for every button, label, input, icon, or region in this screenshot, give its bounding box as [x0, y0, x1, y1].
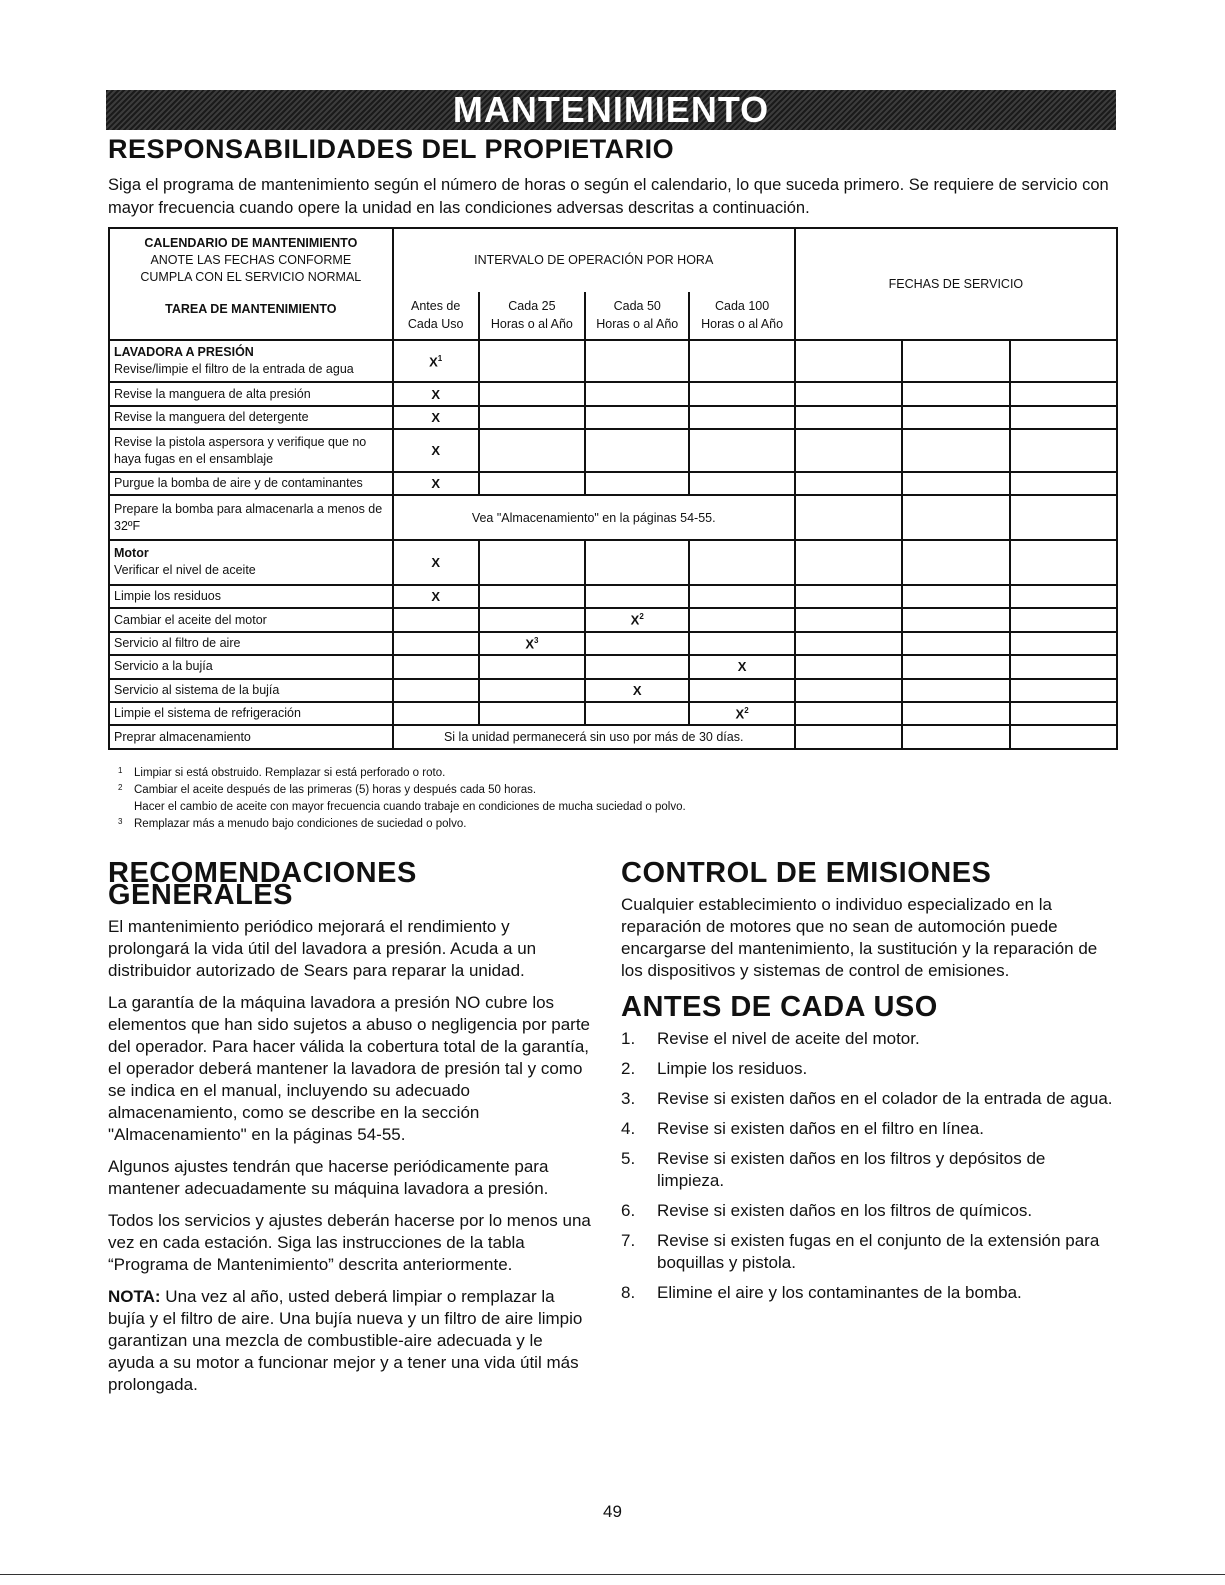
table-row: Revise la manguera de alta presión X	[109, 382, 1117, 405]
table-row: Preprar almacenamiento Si la unidad permanecerá sin uso por más de 30 días.	[109, 725, 1117, 749]
general-recommendations	[108, 857, 593, 1406]
footnote-3: 3 Remplazar más a menudo bajo condiciones de suciedad o polvo.	[118, 817, 467, 830]
calendar-header-cell	[109, 228, 393, 340]
maintenance-schedule-table	[108, 227, 1118, 750]
list-item: 6. Revise si existen daños en los filtros de químicos.	[621, 1201, 1033, 1220]
list-item: 8. Elimine el aire y los contaminantes de la bomba.	[621, 1283, 1022, 1302]
general-title: RECOMENDACIONES GENERALES	[108, 857, 417, 911]
table-row: Purgue la bomba de aire y de contaminantes X	[109, 472, 1117, 495]
table-row: Servicio al sistema de la bujía X	[109, 679, 1117, 702]
before-use-steps	[621, 1028, 1116, 1304]
list-item: 4. Revise si existen daños en el filtro en línea.	[621, 1119, 984, 1138]
emissions-title: CONTROL DE EMISIONES	[621, 857, 992, 889]
general-p4: Todos los servicios y ajustes deberán hacerse por lo menos una vez en cada estación. Siga las instrucciones de la tabla “Programa de Mantenimiento” descrita anteriormente.	[108, 1211, 591, 1274]
list-item: 2. Limpie los residuos.	[621, 1059, 808, 1078]
general-p3: Algunos ajustes tendrán que hacerse periódicamente para mantener adecuadamente su máquina lavadora a presión.	[108, 1157, 549, 1198]
interval-header: INTERVALO DE OPERACIÓN POR HORA	[393, 228, 795, 292]
before-use-title: ANTES DE CADA USO	[621, 991, 938, 1023]
table-row: LAVADORA A PRESIÓN Revise/limpie el filtro de la entrada de agua $X^1$	[109, 340, 1117, 383]
page-heading: RESPONSABILIDADES DEL PROPIETARIO	[108, 134, 675, 164]
calendar-title: CALENDARIO DE MANTENIMIENTO	[144, 236, 358, 250]
col-before-each-use: Antes de Cada Uso	[393, 292, 479, 340]
table-row: Revise la manguera del detergente X	[109, 406, 1117, 429]
page-number: 49	[603, 1502, 622, 1521]
list-item: 5. Revise si existen daños en los filtros y depósitos de limpieza.	[621, 1149, 1046, 1190]
table-row: Servicio a la bujía X	[109, 655, 1117, 678]
calendar-line-1: ANOTE LAS FECHAS CONFORME	[150, 253, 352, 267]
footnotes	[118, 765, 686, 833]
calendar-line-2: CUMPLA CON EL SERVICIO NORMAL	[140, 270, 362, 284]
intro-paragraph: Siga el programa de mantenimiento según el número de horas o según el calendario, lo que suceda primero. Se requiere de servicio con mayor frecuencia cuando opere la unidad en las condiciones adversas descritas a continuación.	[108, 176, 1109, 217]
table-row: Limpie los residuos X	[109, 585, 1117, 608]
table-row: Limpie el sistema de refrigeración $X^2$	[109, 702, 1117, 725]
col-every-50-hours: Cada 50 Horas o al Año	[585, 292, 689, 340]
list-item: 3. Revise si existen daños en el colador de la entrada de agua.	[621, 1089, 1113, 1108]
table-row: Prepare la bomba para almacenarla a menos de 32ºF Vea "Almacenamiento" en la páginas 54-55.	[109, 495, 1117, 540]
general-p2: La garantía de la máquina lavadora a presión NO cubre los elementos que han sido sujetos a abuso o negligencia por parte del operador. Para hacer válida la cobertura total de la garantía, el operador deberá mantener la lavadora de presión tal y como se indica en el manual, incluyendo su adecuado almacenamiento, como se describe en la sección "Almacenamiento" en la páginas 54-55.	[108, 993, 591, 1144]
list-item: 7. Revise si existen fugas en el conjunto de la extensión para boquillas y pistola.	[621, 1231, 1100, 1272]
list-item: 1. Revise el nivel de aceite del motor.	[621, 1029, 920, 1048]
task-column-header: TAREA DE MANTENIMIENTO	[165, 302, 337, 316]
col-every-25-hours: Cada 25 Horas o al Año	[479, 292, 585, 340]
col-every-100-hours: Cada 100 Horas o al Año	[689, 292, 794, 340]
banner-title: MANTENIMIENTO	[452, 89, 770, 130]
footnote-2: 2 Cambiar el aceite después de las primeras (5) horas y después cada 50 horas.	[118, 783, 537, 796]
table-row: Cambiar el aceite del motor $X^2$	[109, 608, 1117, 631]
footnote-2-cont: Hacer el cambio de aceite con mayor frecuencia cuando trabaje en condiciones de mucha suciedad o polvo.	[134, 801, 686, 813]
footnote-1: 1 Limpiar si está obstruido. Remplazar si está perforado o roto.	[118, 766, 446, 779]
right-column	[621, 857, 1116, 1312]
service-dates-header: FECHAS DE SERVICIO	[795, 228, 1117, 340]
table-row: Servicio al filtro de aire $X^3$	[109, 632, 1117, 655]
general-note: NOTA: Una vez al año, usted deberá limpiar o remplazar la bujía y el filtro de aire. Una bujía nueva y un filtro de aire limpio garantizan una mezcla de combustible-aire adecuada y le ayuda a su motor a funcionar mejor y a tener una vida útil más prolongada.	[108, 1287, 583, 1394]
page-edge-rule	[0, 1574, 1225, 1575]
table-row: Revise la pistola aspersora y verifique que no haya fugas en el ensamblaje X	[109, 429, 1117, 472]
general-p1: El mantenimiento periódico mejorará el rendimiento y prolongará la vida útil del lavadora a presión. Acuda a un distribuidor autorizado de Sears para reparar la unidad.	[108, 917, 537, 980]
section-banner	[106, 90, 1116, 130]
table-row: Motor Verificar el nivel de aceite X	[109, 540, 1117, 585]
emissions-p1: Cualquier establecimiento o individuo especializado en la reparación de motores que no sean de automoción puede encargarse del mantenimiento, la sustitución y la reparación de los dispositivos y sistemas de control de emisiones.	[621, 895, 1098, 980]
